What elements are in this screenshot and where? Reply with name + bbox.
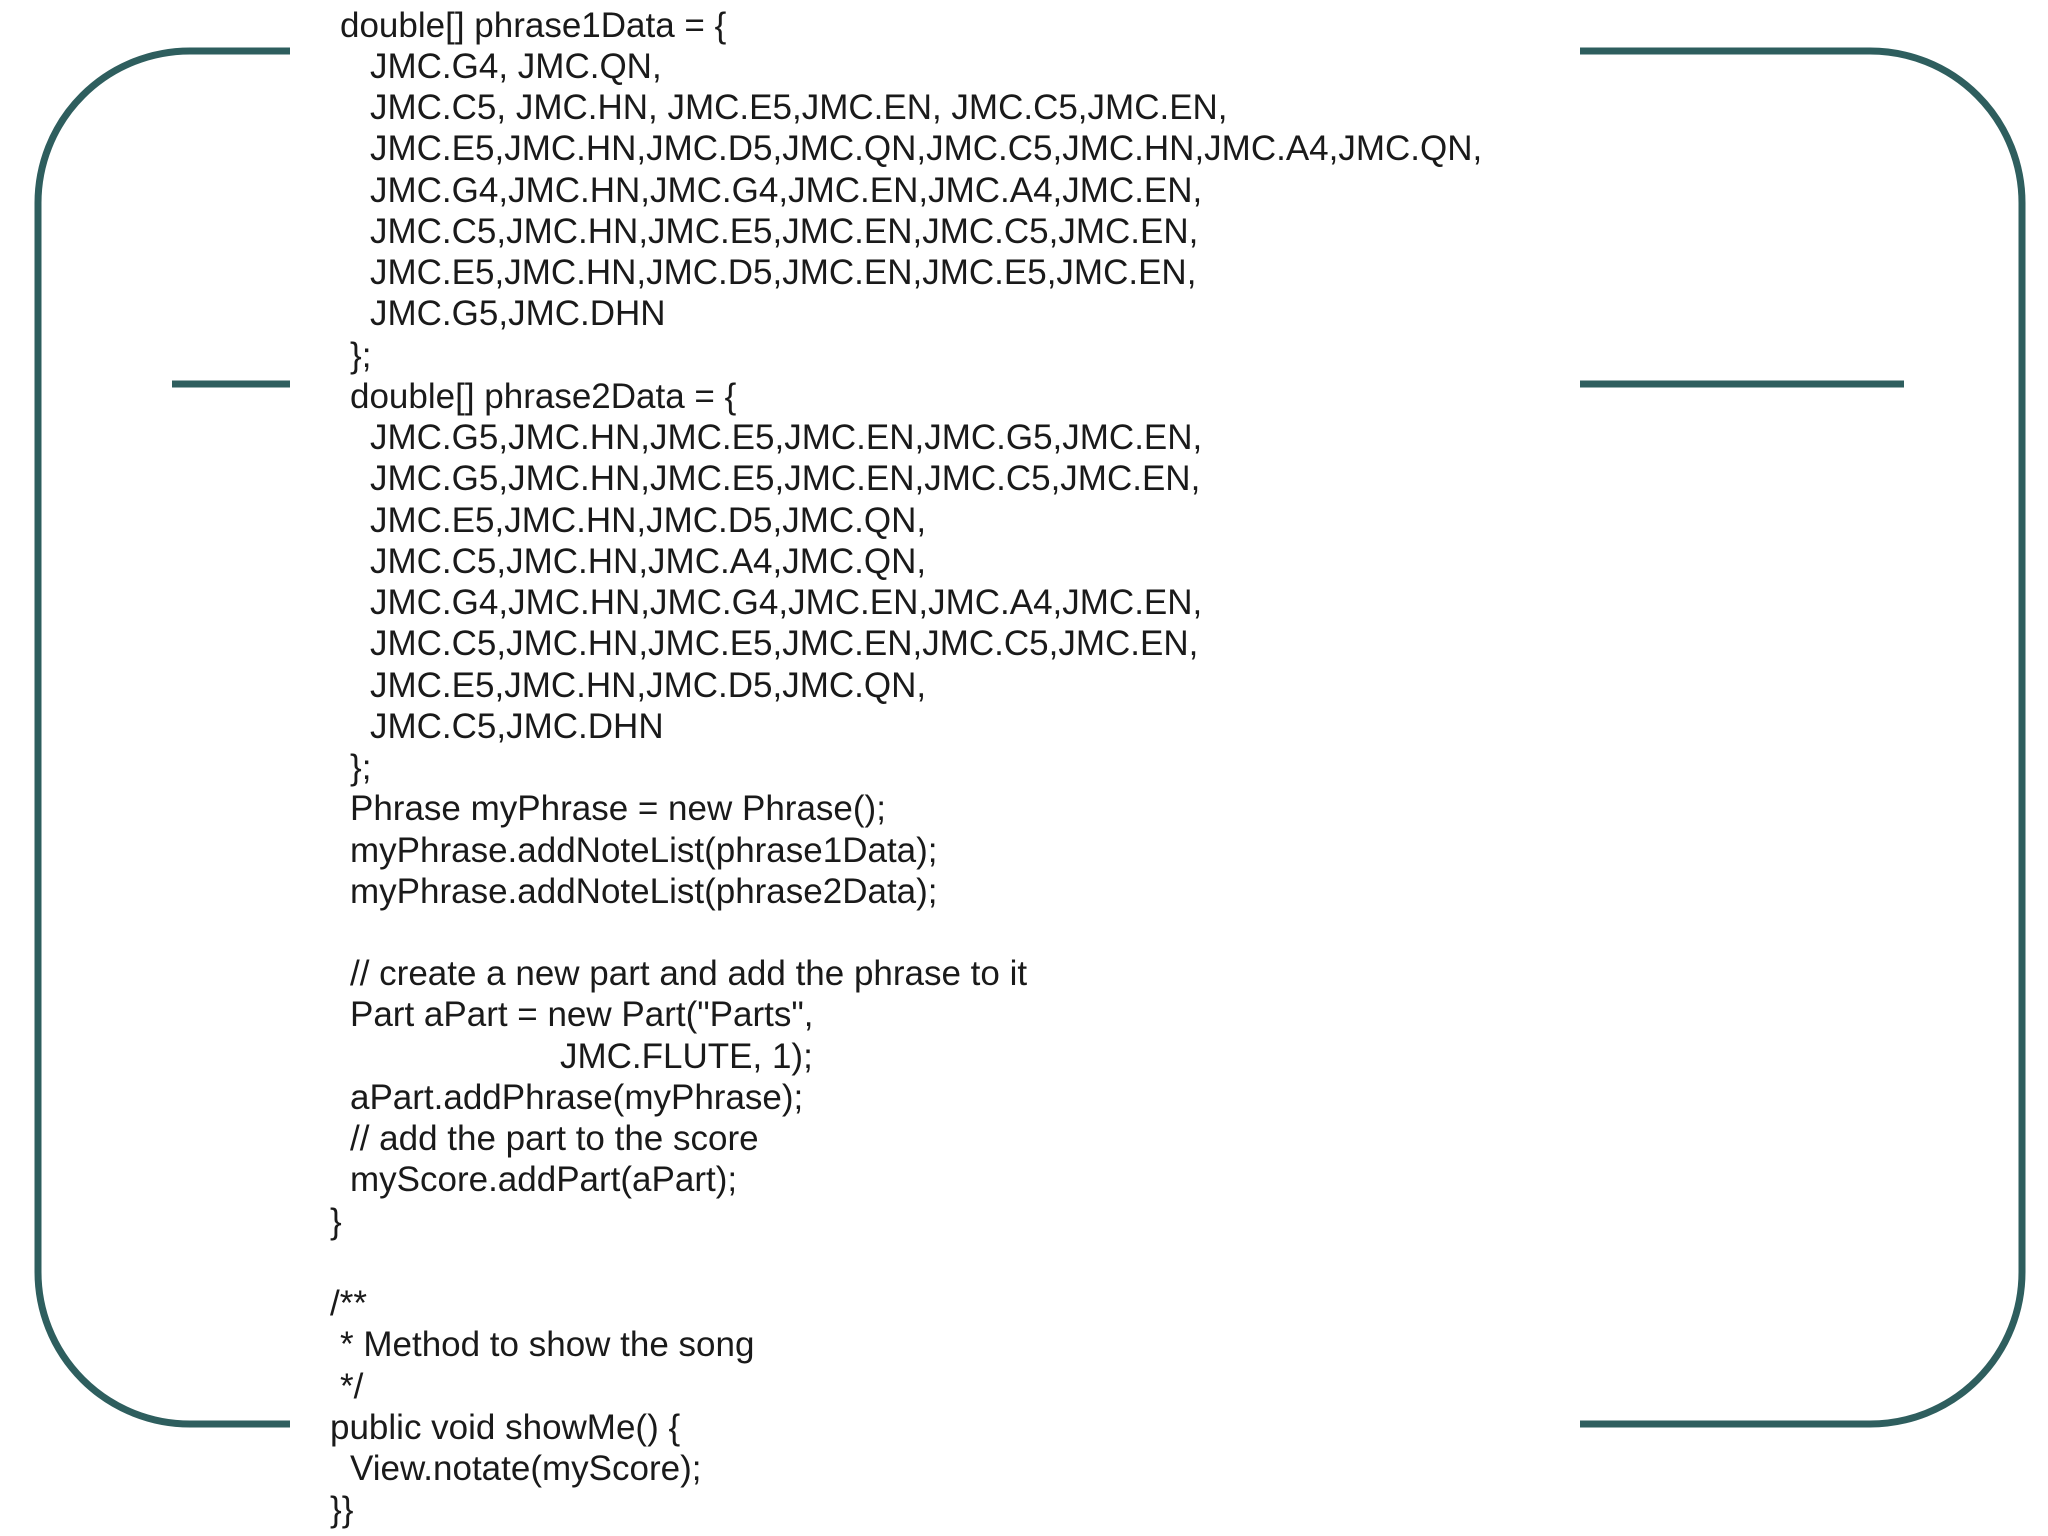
code-line: JMC.FLUTE, 1); — [560, 1037, 813, 1076]
code-line: /** — [330, 1284, 367, 1323]
code-line: JMC.E5,JMC.HN,JMC.D5,JMC.QN,JMC.C5,JMC.HN,JMC.A4,JMC.QN, — [370, 129, 1483, 168]
code-line: */ — [340, 1367, 364, 1406]
code-line: JMC.G5,JMC.HN,JMC.E5,JMC.EN,JMC.C5,JMC.EN, — [370, 459, 1201, 498]
code-line: public void showMe() { — [330, 1408, 681, 1447]
code-line: Part aPart = new Part("Parts", — [350, 995, 814, 1034]
code-line: * Method to show the song — [340, 1325, 755, 1364]
code-line: JMC.E5,JMC.HN,JMC.D5,JMC.QN, — [370, 666, 927, 705]
code-line: JMC.C5,JMC.HN,JMC.E5,JMC.EN,JMC.C5,JMC.EN, — [370, 624, 1199, 663]
code-line: myScore.addPart(aPart); — [350, 1160, 738, 1199]
code-line: // add the part to the score — [350, 1119, 759, 1158]
code-line: JMC.C5,JMC.DHN — [370, 707, 664, 746]
code-line: } — [330, 1202, 342, 1241]
code-line: // create a new part and add the phrase to it — [350, 954, 1028, 993]
code-line: JMC.E5,JMC.HN,JMC.D5,JMC.QN, — [370, 501, 927, 540]
code-line: myPhrase.addNoteList(phrase1Data); — [350, 831, 938, 870]
code-line: JMC.G5,JMC.DHN — [370, 294, 666, 333]
code-line: JMC.C5,JMC.HN,JMC.E5,JMC.EN,JMC.C5,JMC.EN, — [370, 212, 1199, 251]
code-line: View.notate(myScore); — [350, 1449, 702, 1488]
code-line: JMC.G4,JMC.HN,JMC.G4,JMC.EN,JMC.A4,JMC.EN, — [370, 583, 1203, 622]
code-line: double[] phrase2Data = { — [350, 377, 737, 416]
right-bracket — [1580, 51, 2022, 1424]
code-line: JMC.C5, JMC.HN, JMC.E5,JMC.EN, JMC.C5,JMC.EN, — [370, 88, 1228, 127]
code-line: JMC.E5,JMC.HN,JMC.D5,JMC.EN,JMC.E5,JMC.EN, — [370, 253, 1197, 292]
code-line: JMC.G4,JMC.HN,JMC.G4,JMC.EN,JMC.A4,JMC.EN, — [370, 171, 1203, 210]
code-line: aPart.addPhrase(myPhrase); — [350, 1078, 804, 1117]
code-line: }; — [350, 336, 372, 375]
code-line: }} — [330, 1490, 354, 1529]
left-bracket — [38, 51, 290, 1424]
code-line: Phrase myPhrase = new Phrase(); — [350, 789, 886, 828]
code-line: double[] phrase1Data = { — [340, 6, 727, 45]
code-line: JMC.G5,JMC.HN,JMC.E5,JMC.EN,JMC.G5,JMC.EN, — [370, 418, 1203, 457]
code-line: myPhrase.addNoteList(phrase2Data); — [350, 872, 938, 911]
code-line: }; — [350, 748, 372, 787]
code-line: JMC.C5,JMC.HN,JMC.A4,JMC.QN, — [370, 542, 927, 581]
code-line: JMC.G4, JMC.QN, — [370, 47, 662, 86]
